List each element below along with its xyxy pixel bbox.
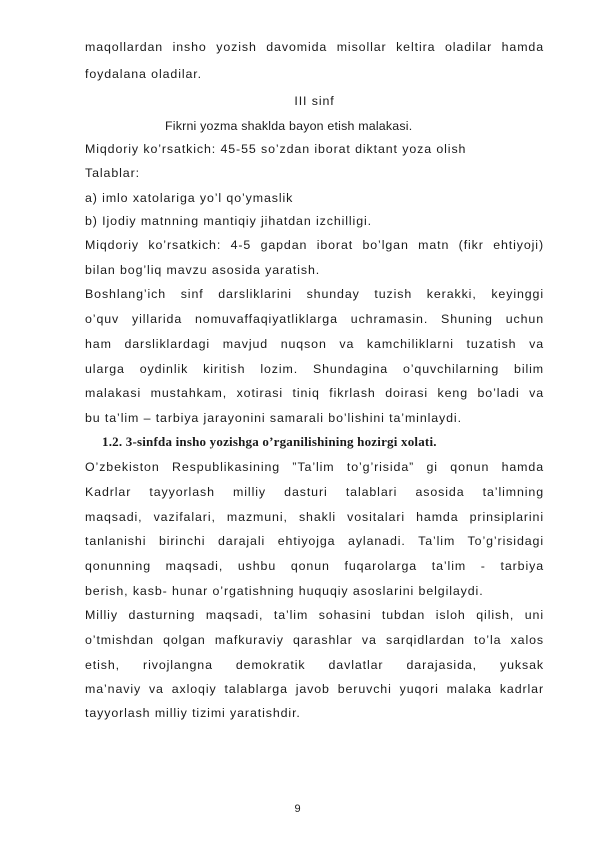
text-line: malakasi mustahkam, xotirasi tiniq fikrlash doirasi keng bo’ladi va xyxy=(85,386,544,400)
text-line: Miqdoriy ko’rsatkich: 45-55 so’zdan iborat diktant yoza olish xyxy=(85,142,467,156)
text-line: foydalana oladilar. xyxy=(85,67,202,81)
text-line: ularga oydinlik kiritish lozim. Shundagina o’quvchilarning bilim xyxy=(85,362,544,376)
text-line: Talablar: xyxy=(85,166,140,180)
section-title: III sinf xyxy=(294,94,335,108)
list-item: b) Ijodiy matnning mantiqiy jihatdan izchilligi. xyxy=(85,214,373,228)
text-line: Miqdoriy ko’rsatkich: 4-5 gapdan iborat bo’lgan matn (fikr ehtiyoji) xyxy=(85,238,544,252)
text-line: O’zbekiston Respublikasining ”Ta’lim to’g’risida” gi qonun hamda xyxy=(85,460,544,474)
text-line: tanlanishi birinchi darajali ehtiyojga aylanadi. Ta’lim To’g’risidagi xyxy=(85,534,544,548)
page-number: 9 xyxy=(294,803,301,815)
text-line: Kadrlar tayyorlash milliy dasturi talablari asosida ta’limning xyxy=(85,485,544,499)
text-line: bilan bog’liq mavzu asosida yaratish. xyxy=(85,263,321,277)
text-line: o’quv yillarida nomuvaffaqiyatliklarga uchramasin. Shuning uchun xyxy=(85,312,544,326)
text-line: maqsadi, vazifalari, mazmuni, shakli vositalari hamda prinsiplarini xyxy=(85,510,544,524)
text-line: bu ta’lim – tarbiya jarayonini samarali bo’lishini ta’minlaydi. xyxy=(85,411,462,425)
text-line: Milliy dasturning maqsadi, ta’lim sohasini tubdan isloh qilish, uni xyxy=(85,608,544,622)
section-subtitle: Fikrni yozma shaklda bayon etish malakasi. xyxy=(165,119,413,133)
text-line: o’tmishdan qolgan mafkuraviy qarashlar va sarqidlardan to’la xalos xyxy=(85,633,544,647)
section-heading: 1.2. 3-sinfda insho yozishga o’rganilishining hozirgi xolati. xyxy=(102,434,437,449)
list-item: a) imlo xatolariga yo’l qo’ymaslik xyxy=(85,191,294,205)
text-line: Boshlang’ich sinf darsliklarini shunday tuzish kerakki, keyinggi xyxy=(85,287,544,301)
text-line: qonunning maqsadi, ushbu qonun fuqarolarga ta’lim - tarbiya xyxy=(85,559,544,573)
text-line: tayyorlash milliy tizimi yaratishdir. xyxy=(85,706,301,720)
text-line: berish, kasb- hunar o’rgatishning huquqiy asoslarini belgilaydi. xyxy=(85,584,484,598)
text-line: ham darsliklardagi mavjud nuqson va kamchiliklarni tuzatish va xyxy=(85,337,544,351)
text-line: etish, rivojlangna demokratik davlatlar darajasida, yuksak xyxy=(85,658,544,672)
text-line: maqollardan insho yozish davomida misollar keltira oladilar hamda xyxy=(85,40,544,54)
text-line: ma’naviy va axloqiy talablarga javob beruvchi yuqori malaka kadrlar xyxy=(85,682,544,696)
